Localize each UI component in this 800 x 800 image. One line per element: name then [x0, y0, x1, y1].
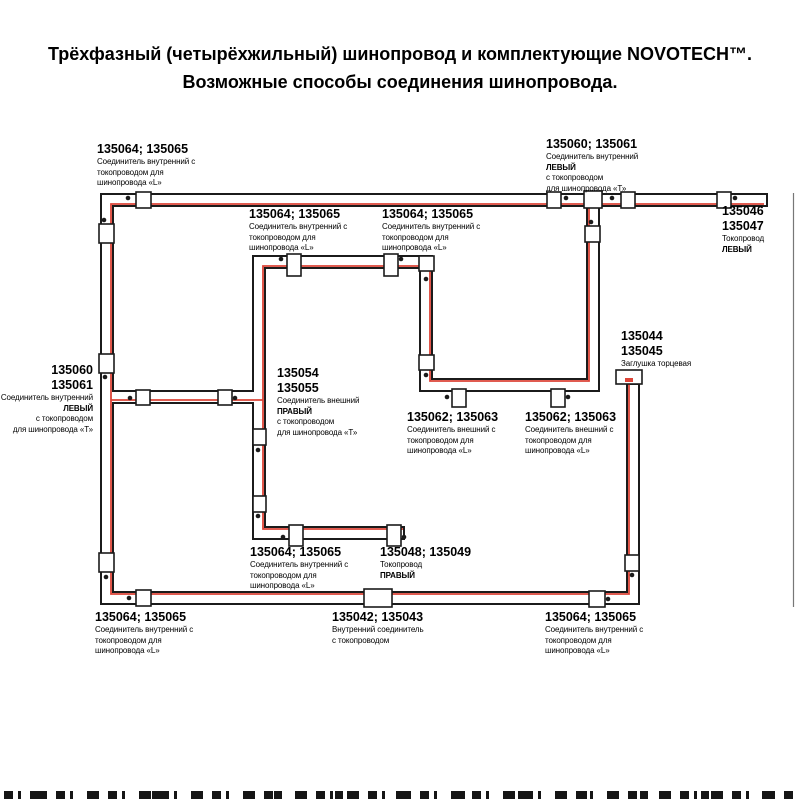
part-description-line: ЛЕВЫЙ	[546, 162, 576, 172]
part-description-line: шинопровода «L»	[525, 446, 590, 455]
part-numbers: 135064; 135065	[250, 545, 342, 559]
connector-box	[419, 355, 434, 370]
indicator-dot	[630, 573, 635, 578]
end-cap	[616, 370, 642, 384]
connector-box	[99, 224, 114, 243]
part-numbers: 135060; 135061	[546, 137, 638, 151]
indicator-dot	[102, 218, 107, 223]
part-description-line: Соединитель внутренний с	[95, 625, 194, 634]
connector-box	[136, 192, 151, 208]
part-description-line: с токопроводом	[277, 417, 335, 426]
part-numbers: 135064; 135065	[382, 207, 474, 221]
indicator-dot	[606, 597, 611, 602]
connector-box	[547, 192, 561, 208]
indicator-dot	[126, 196, 131, 201]
part-description-line: с токопроводом	[35, 414, 93, 423]
part-label-135064-135065-inner-top-left	[249, 207, 347, 254]
indicator-dot	[103, 375, 108, 380]
indicator-dot	[256, 514, 261, 519]
indicator-dot	[733, 196, 738, 201]
part-description-line: токопроводом для	[545, 635, 612, 645]
part-numbers: 135054 135055	[277, 366, 319, 395]
part-label-135064-135065-bottom-right	[545, 610, 643, 657]
part-description-line: Соединитель внешний с	[407, 425, 496, 434]
part-description-line: Соединитель внутренний с	[249, 222, 348, 231]
part-description-line: токопроводом для	[249, 232, 316, 242]
connector-box	[621, 192, 635, 208]
indicator-dot	[399, 257, 404, 262]
part-description-line: Внутренний соединитель	[332, 625, 424, 634]
indicator-dot	[424, 277, 429, 282]
part-description-line: Токопровод	[380, 560, 423, 569]
connector-box	[387, 525, 401, 546]
part-description-line: ЛЕВЫЙ	[722, 244, 752, 254]
part-label-135064-135065-inner-bottom	[250, 545, 348, 592]
part-numbers: 135064; 135065	[249, 207, 341, 221]
part-description-line: Соединитель внутренний с	[250, 560, 349, 569]
page-bottom-scan-artifact	[4, 791, 796, 799]
part-description-line: шинопровода «L»	[250, 581, 315, 590]
connector-box	[625, 555, 639, 571]
part-description-line: шинопровода «L»	[249, 243, 314, 252]
indicator-dot	[281, 535, 286, 540]
indicator-dot	[424, 373, 429, 378]
part-numbers: 135044 135045	[621, 329, 663, 358]
end-cap-red-mark	[625, 378, 633, 382]
part-numbers: 135064; 135065	[97, 142, 189, 156]
part-description-line: Соединитель внутренний	[0, 393, 93, 402]
indicator-dot	[402, 535, 407, 540]
indicator-dot	[256, 448, 261, 453]
indicator-dot	[610, 196, 615, 201]
part-label-135064-135065-inner-top-right	[382, 207, 480, 254]
part-description-line: Токопровод	[722, 234, 765, 243]
part-label-135044-135045	[621, 329, 691, 370]
part-description-line: ПРАВЫЙ	[277, 406, 312, 416]
indicator-dot	[279, 257, 284, 262]
track-network	[104, 196, 768, 598]
part-description-line: Соединитель внешний с	[525, 425, 614, 434]
connector-box	[253, 496, 266, 512]
part-description-line: для шинопровода «Т»	[277, 427, 358, 437]
part-numbers: 135042; 135043	[332, 610, 424, 624]
part-numbers: 135062; 135063	[407, 410, 499, 424]
part-description-line: токопроводом для	[407, 435, 474, 445]
part-numbers: 135064; 135065	[545, 610, 637, 624]
part-description-line: шинопровода «L»	[382, 243, 447, 252]
part-description-line: токопроводом для	[95, 635, 162, 645]
indicator-dot	[128, 396, 133, 401]
part-description-line: шинопровода «L»	[95, 646, 160, 655]
part-numbers: 135064; 135065	[95, 610, 187, 624]
indicator-dot	[104, 575, 109, 580]
title-line-2: Возможные способы соединения шинопровода.	[182, 72, 618, 92]
part-description-line: шинопровода «L»	[97, 178, 162, 187]
part-description-line: с токопроводом	[546, 173, 604, 182]
title-line-1: Трёхфазный (четырёхжильный) шинопровод и комплектующие NOVOTECH™.	[47, 44, 753, 64]
part-label-135062-135063-left	[407, 410, 498, 457]
part-label-135048-135049	[380, 545, 471, 581]
indicator-dot	[233, 396, 238, 401]
part-description-line: шинопровода «L»	[545, 646, 610, 655]
part-description-line: для шинопровода «Т»	[12, 424, 93, 434]
part-numbers: 135060 135061	[51, 363, 93, 392]
connector-box	[589, 591, 605, 607]
indicator-dot	[445, 395, 450, 400]
part-description-line: Заглушка торцевая	[621, 359, 692, 368]
connector-box	[585, 226, 600, 242]
part-label-135064-135065-bottom-left	[95, 610, 193, 657]
part-description-line: токопроводом для	[250, 570, 317, 580]
part-description-line: Соединитель внутренний с	[382, 222, 481, 231]
part-description-line: шинопровода «L»	[407, 446, 472, 455]
part-label-135062-135063-right	[525, 410, 616, 457]
part-label-135042-135043	[332, 610, 424, 646]
part-label-135060-135061-left	[1, 363, 93, 435]
connector-box	[364, 589, 392, 607]
connector-box	[253, 429, 266, 445]
connector-box	[136, 390, 150, 405]
connector-box	[99, 354, 114, 373]
connector-box	[99, 553, 114, 572]
part-description-line: токопроводом для	[97, 167, 164, 177]
connector-box	[452, 389, 466, 407]
connector-box	[218, 390, 232, 405]
part-label-135046-135047	[722, 204, 764, 255]
part-numbers: 135046 135047	[722, 204, 764, 233]
indicator-dot	[564, 196, 569, 201]
indicator-dot	[566, 395, 571, 400]
part-description-line: ПРАВЫЙ	[380, 570, 415, 580]
part-numbers: 135048; 135049	[380, 545, 472, 559]
part-label-135064-135065-top-left	[97, 142, 195, 189]
part-description-line: Соединитель внутренний с	[97, 157, 196, 166]
part-description-line: токопроводом для	[525, 435, 592, 445]
connector-box	[289, 525, 303, 546]
connector-box	[384, 254, 398, 276]
part-description-line: токопроводом для	[382, 232, 449, 242]
connector-box	[287, 254, 301, 276]
part-label-135054-135055	[277, 366, 359, 438]
indicator-dot	[589, 220, 594, 225]
part-description-line: с токопроводом	[332, 635, 390, 645]
part-label-135060-135061-top	[546, 137, 638, 194]
part-numbers: 135062; 135063	[525, 410, 617, 424]
part-description-line: Соединитель внутренний	[546, 152, 639, 161]
connector-box	[551, 389, 565, 407]
part-description-line: Соединитель внутренний с	[545, 625, 644, 634]
part-description-line: для шинопровода «Т»	[546, 183, 627, 193]
connector-box	[136, 590, 151, 606]
indicator-dot	[127, 596, 132, 601]
part-description-line: ЛЕВЫЙ	[63, 403, 93, 413]
part-description-line: Соединитель внешний	[277, 396, 360, 405]
connector-box	[419, 256, 434, 271]
